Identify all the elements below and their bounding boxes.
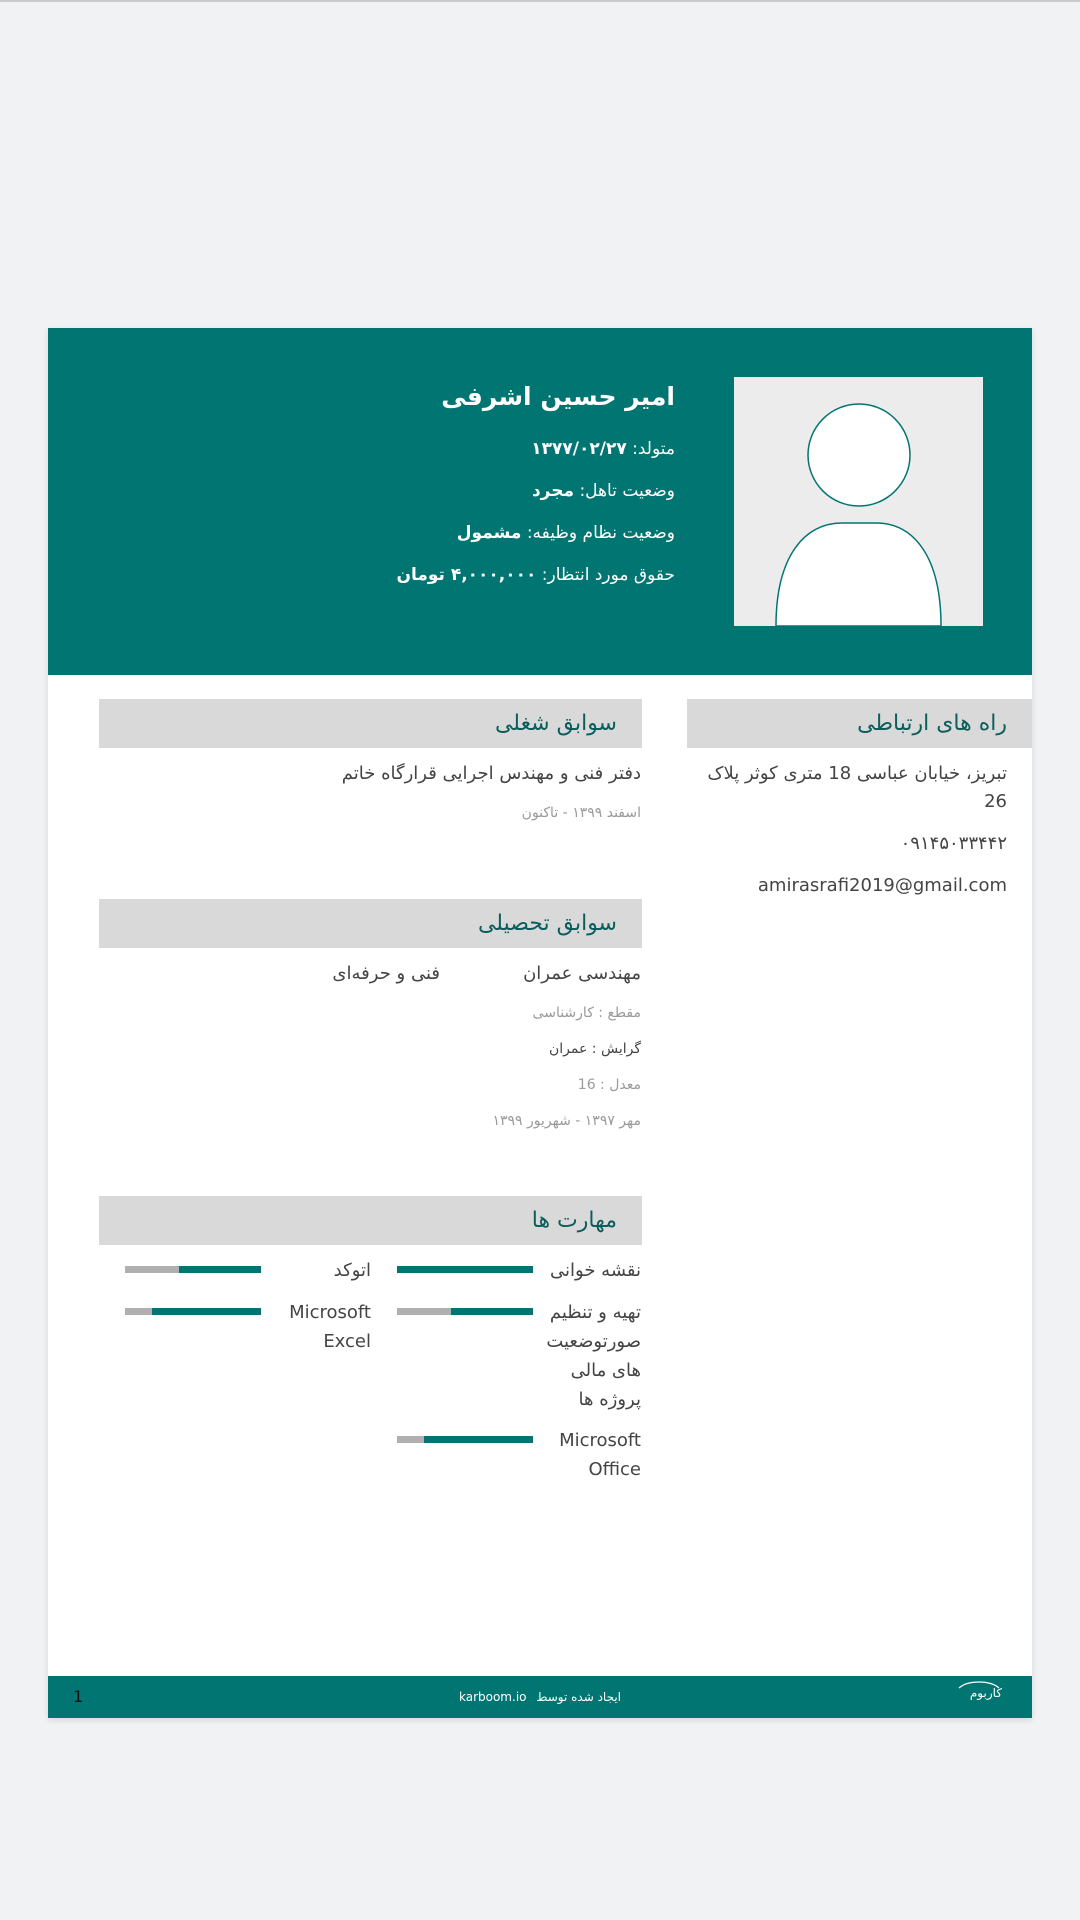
job-title: دفتر فنی و مهندس اجرایی قرارگاه خاتم [341, 763, 641, 784]
contact-address: تبریز، خیابان عباسی 18 متری کوثر پلاک 26 [707, 763, 1007, 812]
profile-header [48, 328, 1032, 675]
skill-name: نقشه خوانی [550, 1260, 641, 1281]
full-name: امیر حسین اشرفی [441, 382, 675, 411]
footer-created-by: ایجاد شده توسط [536, 1690, 622, 1704]
skill-name: اتوکد [333, 1260, 371, 1281]
footer-site[interactable]: karboom.io [458, 1690, 527, 1704]
birth-label: متولد: [632, 439, 675, 459]
skills-heading: مهارت ها [99, 1196, 642, 1245]
page-footer [48, 1676, 1032, 1718]
user-placeholder-icon [734, 377, 983, 626]
education-average: معدل : 16 [577, 1077, 641, 1093]
profile-info [396, 380, 675, 596]
logo-arc-icon [956, 1679, 1002, 1689]
expected-salary [396, 554, 675, 596]
contact-heading: راه های ارتباطی [687, 699, 1032, 748]
skill-bar [397, 1436, 533, 1443]
education-institution: فنی و حرفه‌ای [332, 963, 440, 984]
skill-name: Microsoft Excel [289, 1302, 371, 1352]
education-orientation: گرایش : عمران [549, 1041, 641, 1057]
page-number: 1 [73, 1687, 84, 1706]
skill-bar [397, 1308, 533, 1315]
salary-label: حقوق مورد انتظار: [541, 565, 675, 585]
contact-email[interactable]: amirasrafi2019@gmail.com [757, 875, 1007, 896]
military-status [396, 512, 675, 554]
resume-page [48, 328, 1032, 1718]
education-grade: مقطع : کارشناسی [532, 1005, 641, 1021]
education-field: مهندسی عمران [523, 963, 641, 984]
karboom-logo-icon [970, 1683, 1002, 1703]
top-divider [0, 0, 1080, 2]
footer-credit [48, 1688, 1032, 1706]
skill-bar [125, 1308, 261, 1315]
birth-value: ۱۳۷۷/۰۲/۲۷ [531, 439, 627, 459]
avatar [734, 377, 983, 626]
skill-bar [397, 1266, 533, 1273]
job-date: اسفند ۱۳۹۹ - تاکنون [521, 805, 641, 821]
military-label: وضعیت نظام وظیفه: [526, 523, 675, 543]
logo-text: کاربوم [969, 1686, 1002, 1700]
marital-status [396, 470, 675, 512]
skill-bar-fill [179, 1266, 261, 1273]
jobs-heading: سوابق شغلی [99, 699, 642, 748]
education-heading: سوابق تحصیلی [99, 899, 642, 948]
skill-bar-fill [152, 1308, 261, 1315]
skill-bar-fill [451, 1308, 533, 1315]
salary-value: ۴,۰۰۰,۰۰۰ تومان [396, 565, 537, 585]
skill-name: تهیه و تنظیم صورتوضعیت های مالی پروژه ها [546, 1302, 641, 1410]
education-date: مهر ۱۳۹۷ - شهریور ۱۳۹۹ [492, 1113, 641, 1129]
military-value: مشمول [456, 523, 522, 543]
marital-value: مجرد [531, 481, 575, 501]
skill-bar [125, 1266, 261, 1273]
contact-phone: ۰۹۱۴۵۰۳۳۴۴۲ [900, 833, 1007, 854]
skill-bar-fill [397, 1266, 533, 1273]
birth-date [396, 428, 675, 470]
skill-bar-fill [424, 1436, 533, 1443]
skill-name: Microsoft Office [559, 1430, 641, 1480]
marital-label: وضعیت تاهل: [579, 481, 675, 501]
